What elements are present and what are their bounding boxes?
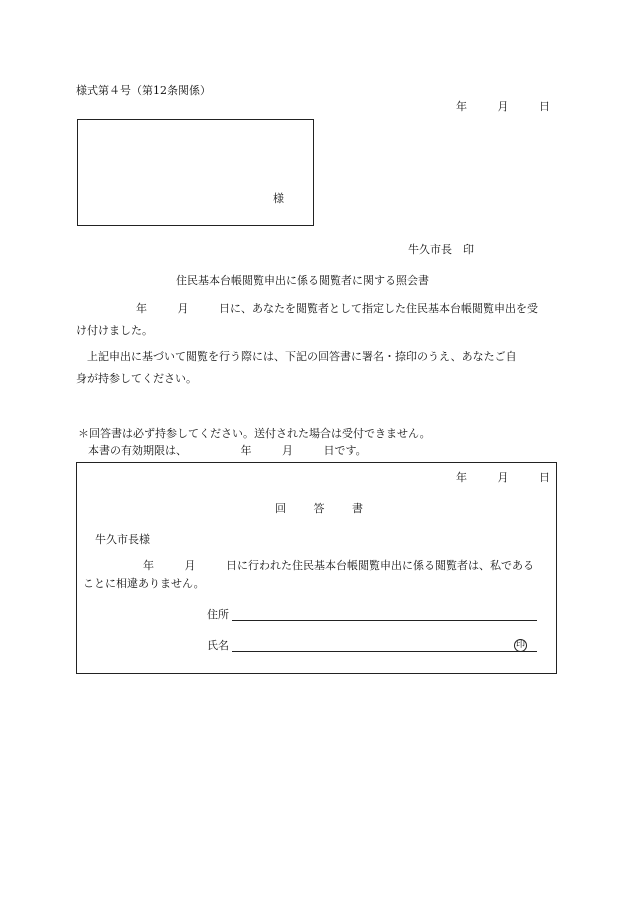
reply-body-year: 年 bbox=[143, 559, 154, 572]
reply-body-text: 日に行われた住民基本台帳閲覧申出に係る閲覧者は、私である bbox=[226, 559, 534, 572]
para2-line1: 上記申出に基づいて閲覧を行う際には、下記の回答書に署名・捺印のうえ、あなたご自 bbox=[87, 350, 517, 363]
address-label: 住所 bbox=[207, 608, 229, 621]
reply-date-day: 日 bbox=[539, 471, 550, 484]
reply-body-month: 月 bbox=[184, 559, 196, 572]
para1-year: 年 bbox=[136, 302, 147, 315]
reply-title-char-2: 答 bbox=[313, 502, 325, 515]
reply-box bbox=[76, 462, 557, 674]
form-number: 様式第４号（第12条関係） bbox=[76, 84, 211, 97]
reply-date-year: 年 bbox=[456, 471, 467, 484]
validity-month: 月 bbox=[282, 444, 293, 457]
name-label: 氏名 bbox=[207, 639, 229, 652]
reply-title-char-1: 回 bbox=[275, 502, 286, 515]
date-month-label: 月 bbox=[497, 100, 509, 113]
seal-mark-icon: 印 bbox=[515, 640, 525, 650]
validity-line bbox=[88, 442, 367, 458]
date-line bbox=[456, 98, 550, 114]
date-year-label: 年 bbox=[456, 100, 467, 113]
reply-date-month: 月 bbox=[497, 471, 509, 484]
note-line: ＊回答書は必ず持参してください。送付された場合は受付できません。 bbox=[78, 427, 431, 440]
paragraph-2 bbox=[76, 346, 517, 390]
address-field[interactable] bbox=[232, 620, 537, 621]
paragraph-1 bbox=[76, 298, 538, 342]
reply-addressee: 牛久市長様 bbox=[95, 533, 150, 546]
reply-date-line bbox=[456, 469, 550, 485]
reply-body bbox=[83, 557, 534, 593]
addressee-box bbox=[77, 119, 314, 226]
reply-title bbox=[275, 500, 363, 516]
validity-suffix: 日です。 bbox=[323, 444, 367, 457]
validity-prefix: 本書の有効期限は、 bbox=[88, 444, 187, 457]
reply-body-line2: ことに相違ありません。 bbox=[83, 577, 205, 590]
page-title: 住民基本台帳閲覧申出に係る閲覧者に関する照会書 bbox=[176, 274, 429, 287]
para1-line2: け付けました。 bbox=[76, 324, 153, 337]
para2-line2: 身が持参してください。 bbox=[76, 372, 197, 385]
para1-text: 日に、あなたを閲覧者として指定した住民基本台帳閲覧申出を受 bbox=[219, 302, 538, 315]
issuer-line: 牛久市長 印 bbox=[408, 243, 474, 256]
validity-year: 年 bbox=[240, 444, 252, 457]
name-field[interactable] bbox=[232, 651, 537, 652]
reply-title-char-3: 書 bbox=[352, 502, 363, 515]
date-day-label: 日 bbox=[539, 100, 550, 113]
para1-month: 月 bbox=[177, 302, 189, 315]
addressee-suffix: 様 bbox=[273, 192, 284, 205]
